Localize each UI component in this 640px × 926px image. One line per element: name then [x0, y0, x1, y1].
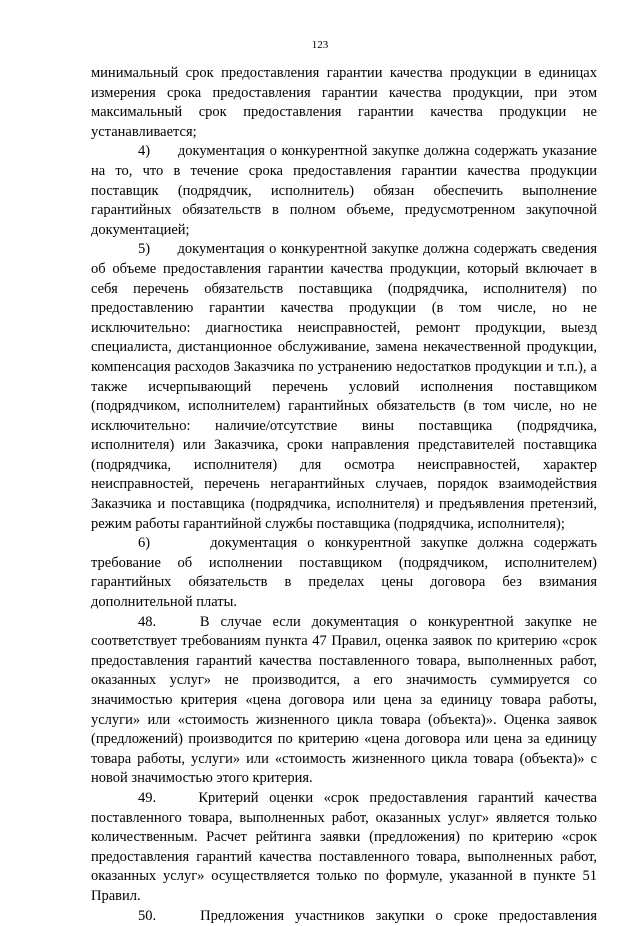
paragraph-item-4: 4) документация о конкурентной закупке должна содержать указание на то, что в течение срока предоставления гарантии качества продукции поставщик (подрядчик, исполнитель) обязан обеспечить выполнение гарантийных обязательств в полном объеме, предусмотренном закупочной документацией;	[91, 143, 597, 238]
paragraph-continuation: минимальный срок предоставления гарантии качества продукции в единицах измерения срока предоставления гарантии качества продукции, при этом максимальный срок предоставления гарантии качества продукции не устанавливается;	[91, 65, 597, 140]
paragraph-clause-50: 50. Предложения участников закупки о сроке предоставления	[138, 907, 597, 924]
paragraph-item-6: 6) документация о конкурентной закупке должна содержать требование об исполнении поставщиком (подрядчиком, исполнителем) гарантийных обязательств в пределах цены договора без взимания дополнительной платы.	[91, 535, 597, 611]
page-number: 123	[311, 39, 329, 51]
paragraph-clause-48: 48. В случае если документация о конкурентной закупке не соответствует требованиям пункта 47 Правил, оценка заявок по критерию «срок предоставления гарантий качества поставленного товара, выполненных работ, оказанных услуг» не производится, а его значимость суммируется со значимостью критерия «цена договора или цена за единицу товара работы, услуги» или «стоимость жизненного цикла товара (объекта)». Оценка заявок (предложений) производится по критерию «цена договора или цена за единицу товара работы, услуги» или «стоимость жизненного цикла товара (объекта)» с новой значимостью этого критерия.	[91, 613, 597, 787]
document-body	[91, 64, 597, 926]
paragraph-item-5: 5) документация о конкурентной закупке должна содержать сведения об объеме предоставления гарантии качества продукции, который включает в себя перечень обязательств поставщика (подрядчика, исполнителя) по предоставлению гарантии качества продукции (в том числе, но не исключительно: диагностика неисправностей, ремонт продукции, выезд специалиста, дистанционное обслуживание, замена некачественной продукции, компенсация расходов Заказчика по устранению недостатков продукции и т.п.), а также исчерпывающий перечень условий исполнения поставщиком (подрядчиком, исполнителем) гарантийных обязательств (в том числе, но не исключительно: наличие/отсутствие вины поставщика (подрядчика, исполнителя) или Заказчика, сроки направления представителей поставщика (подрядчика, исполнителя) для осмотра неисправностей, характер неисправностей, перечень негарантийных случаев, порядок взаимодействия Заказчика и поставщика (подрядчика, исполнителя) и предъявления претензий, режим работы гарантийной службы поставщика (подрядчика, исполнителя);	[91, 241, 597, 532]
paragraph-clause-49: 49. Критерий оценки «срок предоставления гарантий качества поставленного товара, выполненных работ, оказанных услуг» является только количественным. Расчет рейтинга заявки (предложения) по критерию «срок предоставления гарантий качества поставленного товара, выполненных работ, оказанных услуг» осуществляется только по формуле, указанной в пункте 51 Правил.	[91, 789, 597, 904]
